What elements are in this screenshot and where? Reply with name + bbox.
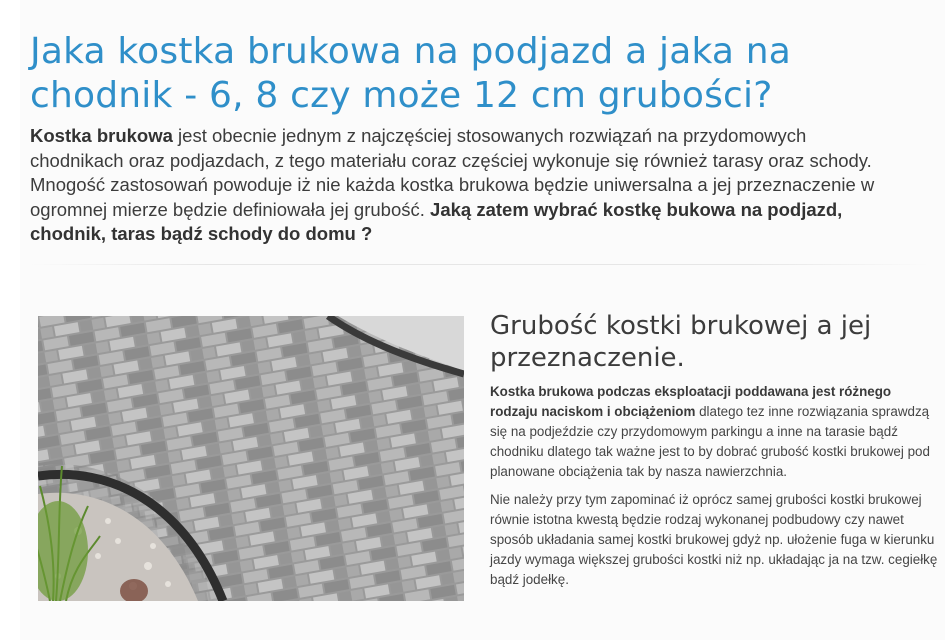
intro-bold-question: Jaką zatem wybrać kostkę bukowa na podjazd, chodnik, taras bądź schody do domu ? xyxy=(30,198,843,244)
intro-text: jest obecnie jednym z najczęściej stosowanych rozwiązań na przydomowych chodnikach oraz podjazdach, z tego materiału coraz częściej wykonuje się również tarasy oraz schody. Mnogość zastosowań powoduje iż nie każda kostka brukowa będzie uniwersalna a jej przeznaczenie w ogromnej mierze będzie definiowała jej grubość. xyxy=(30,125,875,220)
intro-bold-keyword: Kostka brukowa xyxy=(30,125,173,146)
article-title: Jaka kostka brukowa na podjazd a jaka na chodnik - 6, 8 czy może 12 cm grubości? xyxy=(30,31,792,116)
section-divider xyxy=(30,264,930,265)
section-paragraph-1-bold: Kostka brukowa podczas eksploatacji poddawana jest różnego rodzaju naciskom i obciążeniom xyxy=(490,384,892,419)
section-paragraph-1 xyxy=(490,382,940,482)
paving-stones-photo xyxy=(38,316,464,601)
page-margin xyxy=(0,0,20,640)
section-paragraph-2: Nie należy przy tym zapominać iż oprócz samej grubości kostki brukowej równie istotna kwestą będzie rodzaj wykonanej podbudowy czy nawet sposób układania samej kostki brukowej gdyż np. ułożenie fuga w kierunku jazdy wymaga większej grubości kostki niż np. układając ja na tzw. cegiełkę bądź jodełkę. xyxy=(490,492,938,587)
intro-paragraph xyxy=(30,124,900,247)
section-paragraph-1-text: dlatego tez inne rozwiązania sprawdzą się na podjeździe czy przydomowym parkingu a inne na tarasie bądź chodniku dlatego tak ważne jest to by dobrać grubość kostki brukowej pod planowane obciążenia tak by nasza nawierzchnia. xyxy=(490,404,930,479)
section-title: Grubość kostki brukowej a jej przeznaczenie. xyxy=(490,311,872,373)
